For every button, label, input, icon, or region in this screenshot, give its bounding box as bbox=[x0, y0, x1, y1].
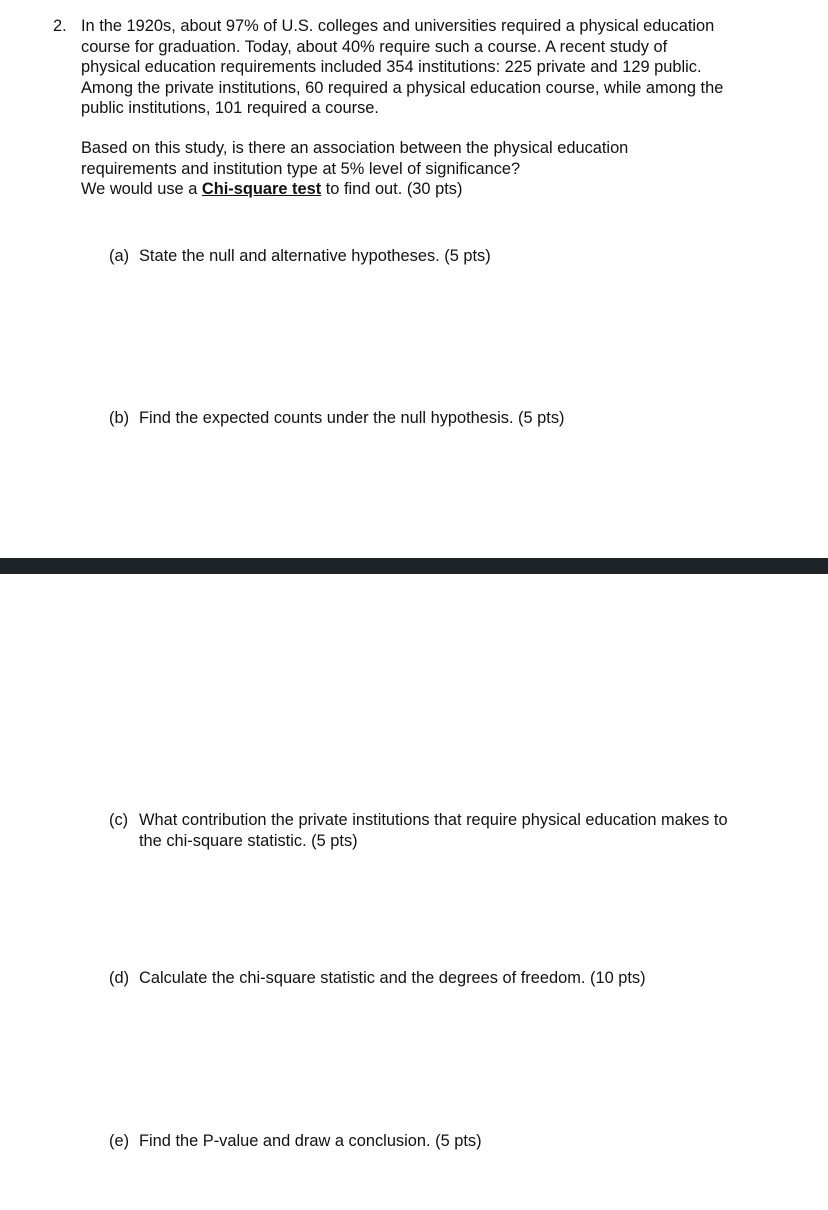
part-c-text bbox=[139, 810, 728, 851]
problem-intro bbox=[81, 16, 801, 119]
intro-line: course for graduation. Today, about 40% require such a course. A recent study of bbox=[81, 37, 668, 56]
question-line: requirements and institution type at 5% level of significance? bbox=[81, 159, 521, 178]
part-e-text: Find the P-value and draw a conclusion. (5 pts) bbox=[139, 1132, 482, 1150]
part-c-line: the chi-square statistic. (5 pts) bbox=[139, 831, 358, 850]
intro-line: In the 1920s, about 97% of U.S. colleges and universities required a physical education bbox=[81, 17, 715, 35]
part-e-label: (e) bbox=[109, 1132, 130, 1150]
part-b bbox=[109, 408, 565, 429]
part-c bbox=[109, 810, 728, 851]
page-break-bar bbox=[0, 558, 828, 574]
part-c-line: What contribution the private institutions that require physical education makes to bbox=[139, 811, 728, 829]
part-c-label: (c) bbox=[109, 811, 129, 829]
intro-line: public institutions, 101 required a course. bbox=[81, 99, 379, 117]
part-a-label: (a) bbox=[109, 247, 130, 265]
question-line: Based on this study, is there an association between the physical education bbox=[81, 139, 629, 157]
problem-number: 2. bbox=[53, 17, 67, 35]
part-b-text: Find the expected counts under the null hypothesis. (5 pts) bbox=[139, 409, 565, 427]
part-d-label: (d) bbox=[109, 969, 130, 987]
chi-square-test-term: Chi-square test bbox=[201, 180, 322, 198]
part-e bbox=[109, 1131, 482, 1152]
part-a bbox=[109, 246, 491, 267]
problem-question bbox=[81, 138, 801, 200]
intro-line: physical education requirements included 354 institutions: 225 private and 129 public. bbox=[81, 58, 702, 76]
method-prefix: We would use a bbox=[81, 180, 202, 198]
intro-line: Among the private institutions, 60 required a physical education course, while among the bbox=[81, 78, 724, 97]
method-suffix: to find out. (30 pts) bbox=[321, 180, 463, 198]
part-d bbox=[109, 968, 646, 989]
part-d-text: Calculate the chi-square statistic and the degrees of freedom. (10 pts) bbox=[139, 969, 646, 987]
part-a-text: State the null and alternative hypotheses. (5 pts) bbox=[139, 247, 491, 265]
method-line bbox=[81, 179, 801, 200]
part-b-label: (b) bbox=[109, 409, 130, 427]
